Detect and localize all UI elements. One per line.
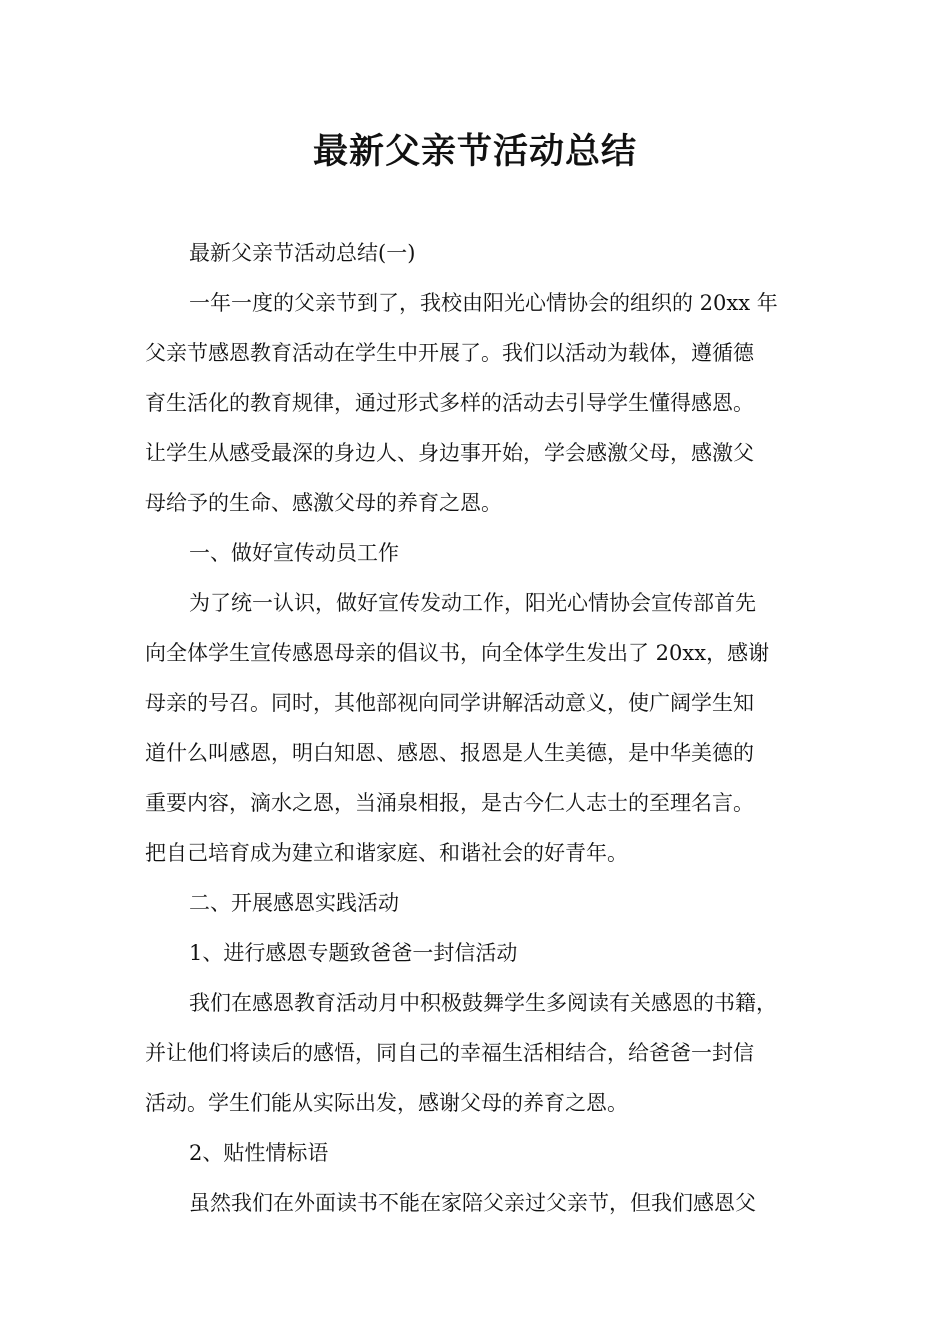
text-line: 并让他们将读后的感悟，同自己的幸福生活相结合，给爸爸一封信 [145, 1041, 754, 1065]
text-line: 父亲节感恩教育活动在学生中开展了。我们以活动为载体，遵循德 [145, 341, 754, 365]
text-line: 把自己培育成为建立和谐家庭、和谐社会的好青年。 [145, 841, 628, 865]
text-line: 向全体学生宣传感恩母亲的倡议书，向全体学生发出了 20xx，感谢 [145, 641, 770, 665]
text-line: 我们在感恩教育活动月中积极鼓舞学生多阅读有关感恩的书籍， [189, 991, 777, 1015]
text-line: 母亲的号召。同时，其他部视向同学讲解活动意义，使广阔学生知 [145, 691, 754, 715]
text-line: 活动。学生们能从实际出发，感谢父母的养育之恩。 [145, 1091, 628, 1115]
text-line: 道什么叫感恩，明白知恩、感恩、报恩是人生美德，是中华美德的 [145, 741, 754, 765]
text-line: 一、做好宣传动员工作 [189, 541, 399, 565]
text-line: 为了统一认识，做好宣传发动工作，阳光心情协会宣传部首先 [189, 591, 756, 615]
text-line: 虽然我们在外面读书不能在家陪父亲过父亲节，但我们感恩父 [189, 1191, 756, 1215]
text-line: 母给予的生命、感激父母的养育之恩。 [145, 491, 502, 515]
text-line: 最新父亲节活动总结(一) [189, 241, 416, 265]
text-line: 育生活化的教育规律，通过形式多样的活动去引导学生懂得感恩。 [145, 391, 754, 415]
document-body [145, 228, 835, 1228]
text-line: 1、进行感恩专题致爸爸一封信活动 [189, 941, 518, 965]
text-line: 重要内容，滴水之恩，当涌泉相报，是古今仁人志士的至理名言。 [145, 791, 754, 815]
document-title: 最新父亲节活动总结 [312, 131, 637, 172]
text-line: 一年一度的父亲节到了，我校由阳光心情协会的组织的 20xx 年 [189, 291, 778, 315]
text-line: 二、开展感恩实践活动 [189, 891, 399, 915]
text-line: 让学生从感受最深的身边人、身边事开始，学会感激父母，感激父 [145, 441, 754, 465]
text-line: 2、贴性情标语 [189, 1141, 329, 1165]
